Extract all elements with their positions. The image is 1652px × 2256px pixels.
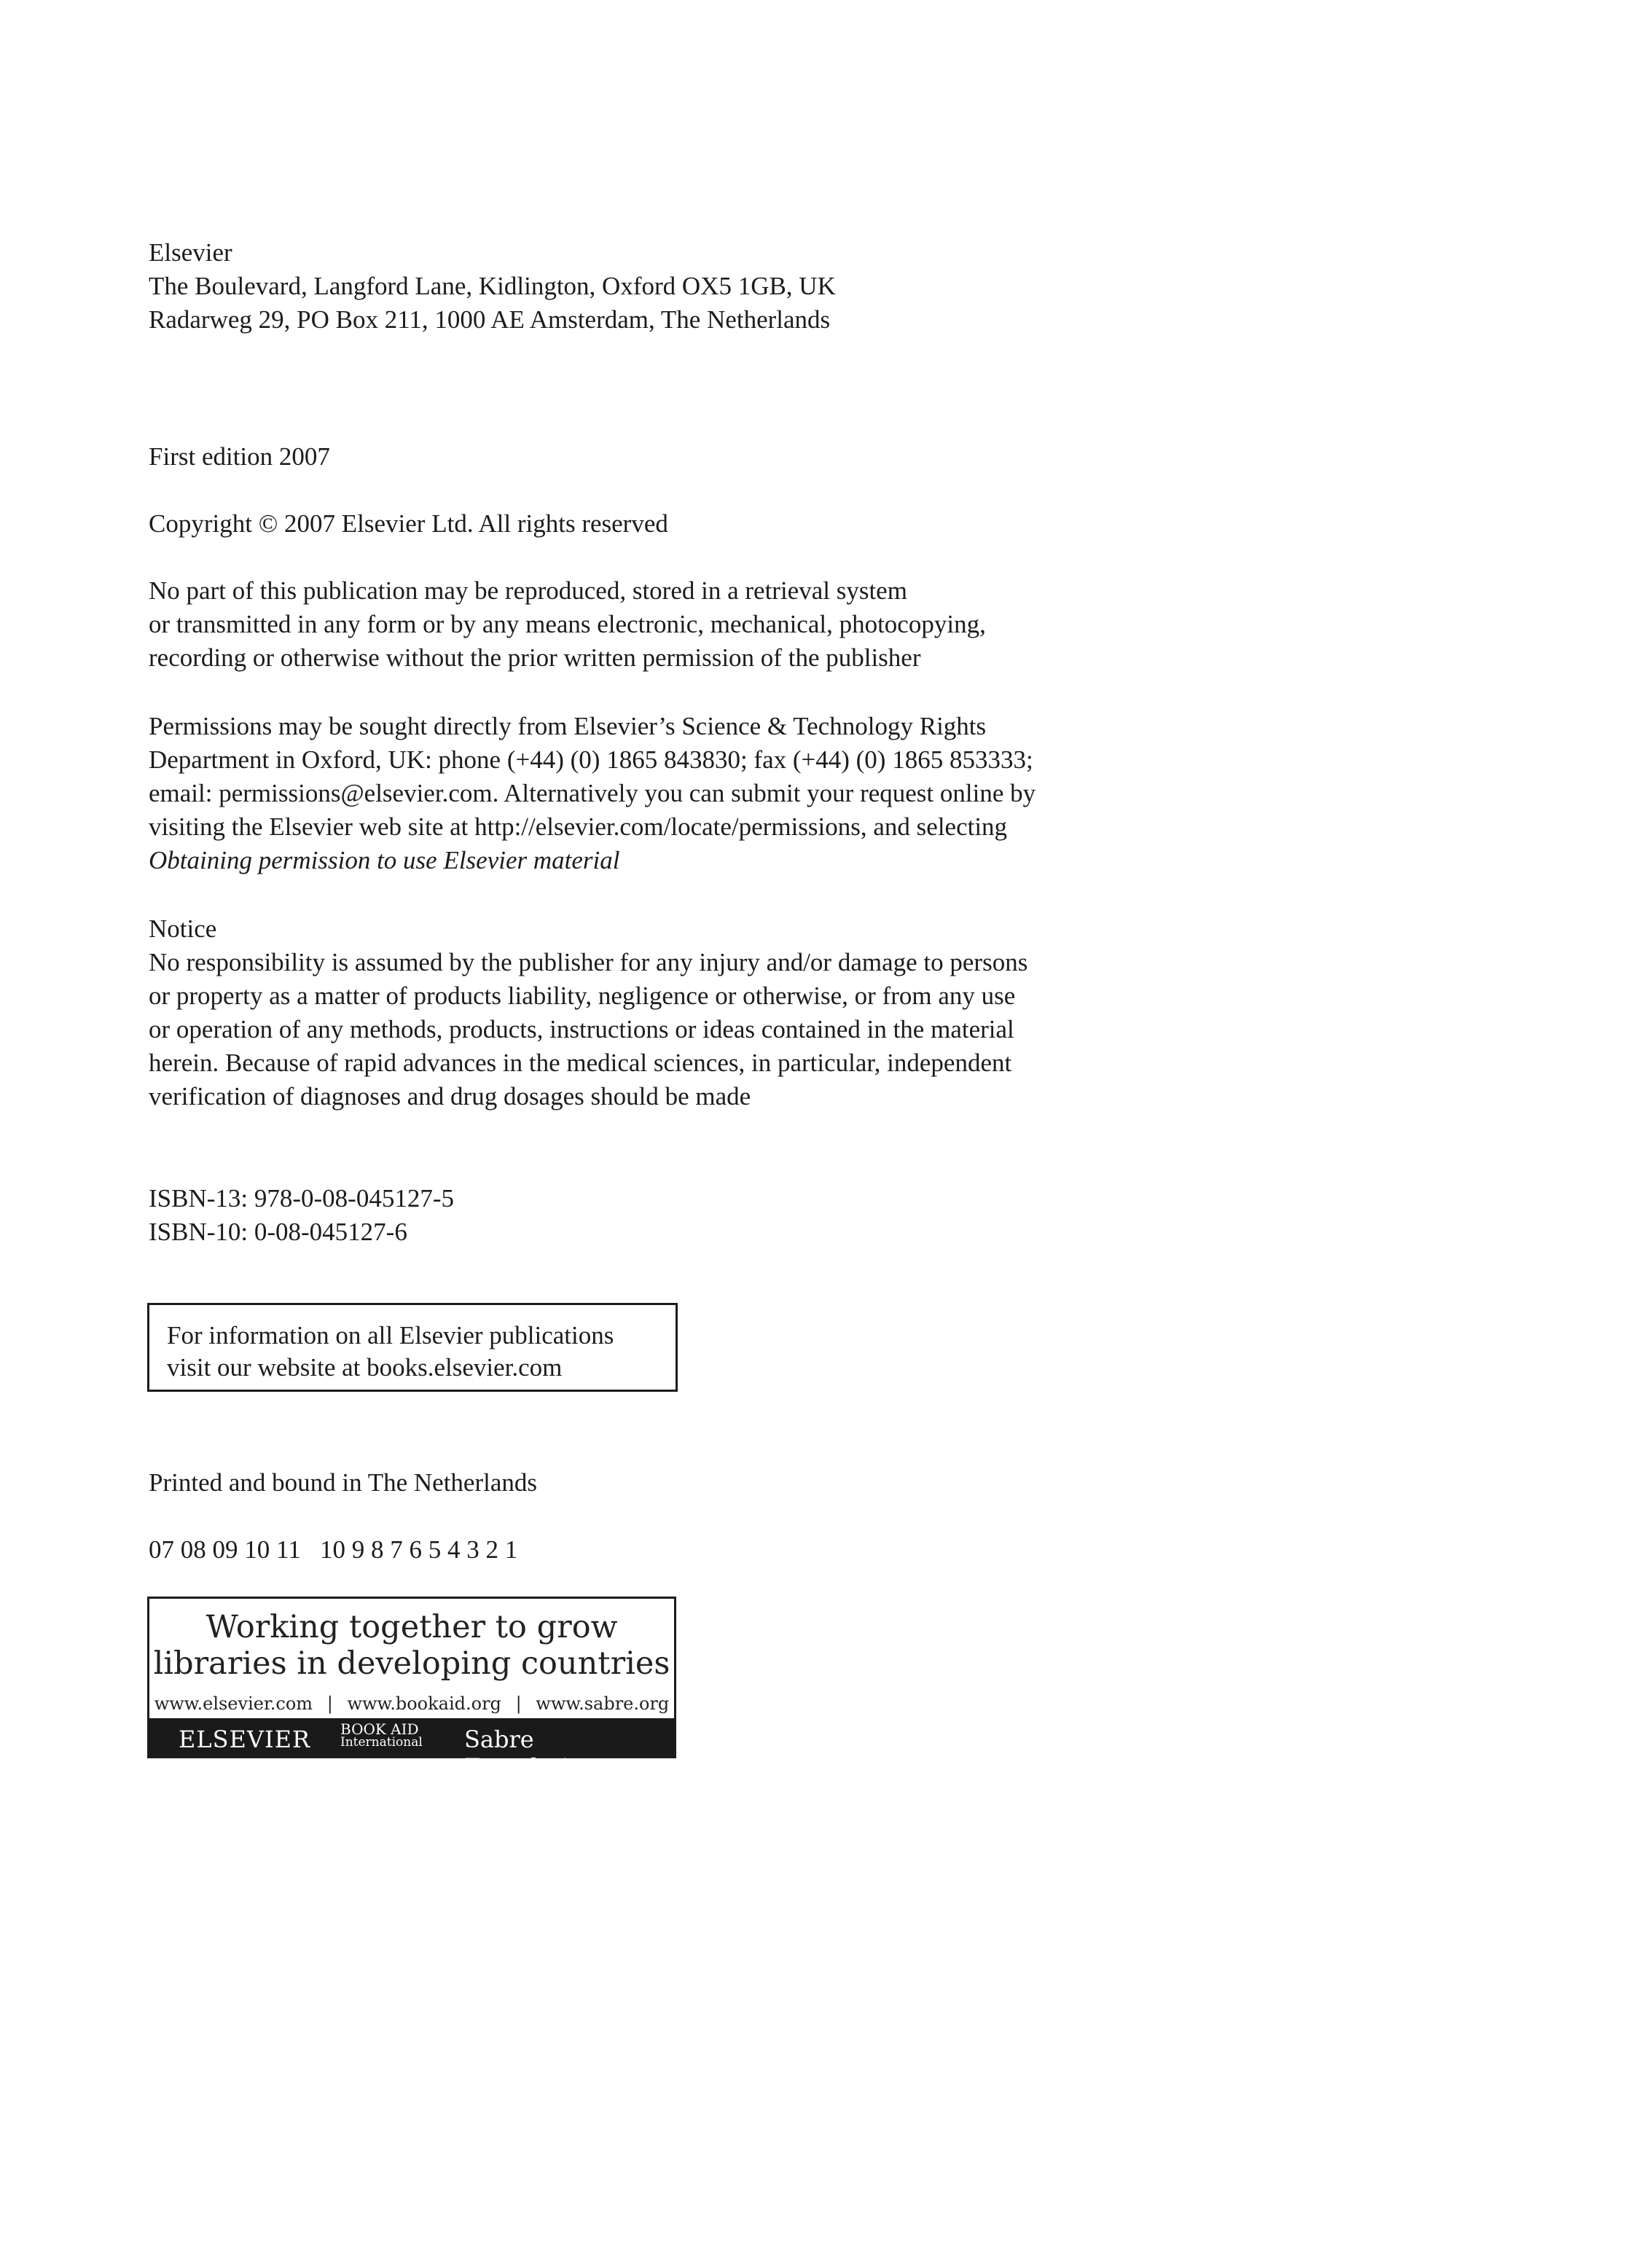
notice-line: herein. Because of rapid advances in the medical sciences, in particular, independent [149, 1049, 1012, 1077]
book-aid-headline-line: libraries in developing countries [153, 1645, 670, 1682]
rights-line: recording or otherwise without the prior written permission of the publisher [149, 643, 921, 672]
book-aid-headline-line: Working together to grow [205, 1609, 618, 1645]
rights-line: or transmitted in any form or by any means electronic, mechanical, photocopying, [149, 610, 986, 638]
info-box-line: For information on all Elsevier publications [167, 1321, 614, 1350]
address-uk: The Boulevard, Langford Lane, Kidlington, Oxford OX5 1GB, UK [149, 272, 836, 300]
permissions-line: Permissions may be sought directly from Elsevier’s Science & Technology Rights [149, 712, 987, 740]
sabre-sponsor: Sabre Foundation [464, 1726, 598, 1781]
sabre-link: www.sabre.org [536, 1693, 670, 1714]
bookaid-sponsor-sub: International [340, 1735, 423, 1750]
print-line-numbers: 07 08 09 10 11 10 9 8 7 6 5 4 3 2 1 [149, 1535, 518, 1564]
sponsor-bar [149, 1718, 674, 1781]
book-aid-logo [147, 1597, 676, 1781]
notice-line: No responsibility is assumed by the publisher for any injury and/or damage to persons [149, 948, 1028, 976]
copyright-statement: Copyright © 2007 Elsevier Ltd. All rights reserved [149, 509, 668, 538]
notice-line: verification of diagnoses and drug dosages should be made [149, 1082, 751, 1111]
permissions-line: Department in Oxford, UK: phone (+44) (0) 1865 843830; fax (+44) (0) 1865 853333; [149, 745, 1033, 774]
bookaid-sponsor-name: BOOK AID [340, 1720, 419, 1738]
bookaid-link: www.bookaid.org [347, 1693, 501, 1714]
link-separator: | [515, 1693, 522, 1714]
rights-line: No part of this publication may be reproduced, stored in a retrieval system [149, 576, 907, 605]
link-separator: | [326, 1693, 333, 1714]
publications-info-box [147, 1303, 678, 1392]
elsevier-sponsor: ELSEVIER [179, 1726, 311, 1753]
publisher-address-block [149, 236, 836, 337]
printed-statement: Printed and bound in The Netherlands [149, 1468, 537, 1497]
notice-section [149, 912, 1027, 1113]
notice-title: Notice [149, 914, 217, 943]
publisher-name: Elsevier [149, 238, 232, 267]
isbn-10: ISBN-10: 0-08-045127-6 [149, 1218, 407, 1246]
address-nl: Radarweg 29, PO Box 211, 1000 AE Amsterdam, The Netherlands [149, 305, 831, 334]
isbn-13: ISBN-13: 978-0-08-045127-5 [149, 1184, 454, 1213]
permissions-paragraph [149, 710, 1036, 877]
permissions-italic-line: Obtaining permission to use Elsevier material [149, 846, 620, 874]
bookaid-sponsor [340, 1720, 423, 1750]
notice-line: or property as a matter of products liability, negligence or otherwise, or from any use [149, 982, 1016, 1010]
permissions-line: visiting the Elsevier web site at http://elsevier.com/locate/permissions, and selecting [149, 812, 1008, 841]
info-box-line: visit our website at books.elsevier.com [167, 1353, 563, 1382]
isbn-block [149, 1182, 454, 1249]
book-aid-headline [149, 1609, 674, 1682]
elsevier-link: www.elsevier.com [154, 1693, 313, 1714]
permissions-line: email: permissions@elsevier.com. Alternatively you can submit your request online by [149, 779, 1036, 807]
book-aid-links [149, 1693, 674, 1714]
notice-line: or operation of any methods, products, instructions or ideas contained in the material [149, 1015, 1014, 1043]
rights-paragraph [149, 574, 986, 675]
edition-statement: First edition 2007 [149, 442, 330, 471]
